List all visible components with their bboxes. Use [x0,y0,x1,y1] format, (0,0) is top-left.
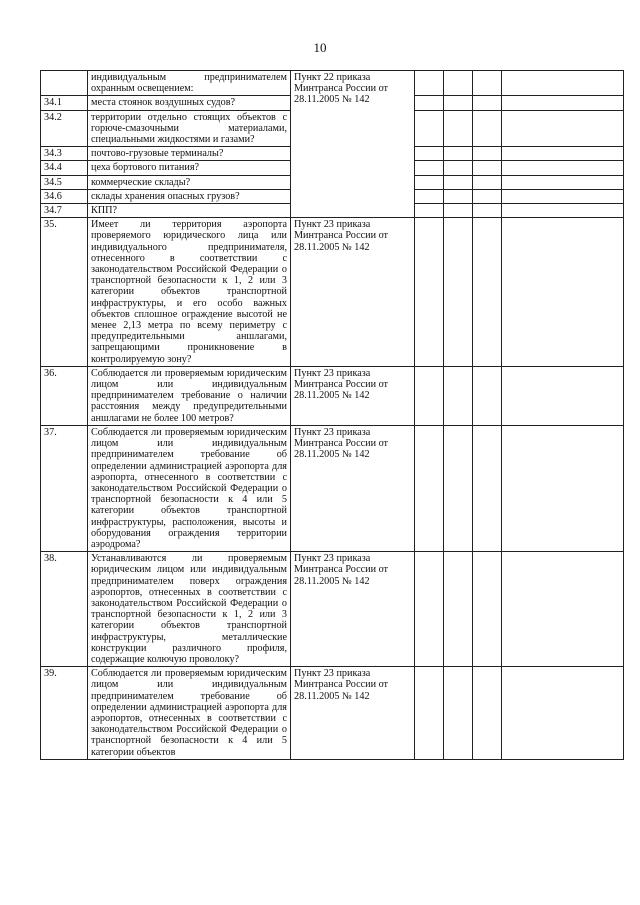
notes-cell[interactable] [502,667,624,760]
row-number: 34.7 [41,204,88,218]
row-question: Имеет ли территория аэропорта проверяемого юридического лица или индивидуального предпринимателя, отнесенного в соответствии с законодательством Российской Федерации о транспортной безопасности к 1, 2 или 3 категории объектов транспортной инфраструктуры, и его особо важных объектов сплошное ограждение высотой не менее 2,13 метра по всему периметру с предупредительными аншлагами, запрещающими проникновение в контролируемую зону? [88,218,291,367]
notes-cell[interactable] [502,204,624,218]
notes-cell[interactable] [502,175,624,189]
answer-cell-yes[interactable] [415,204,444,218]
answer-cell-no[interactable] [444,110,473,147]
answer-cell-no[interactable] [444,175,473,189]
table-row [41,667,624,760]
row-question: Соблюдается ли проверяемым юридическим лицом или индивидуальным предпринимателем требование о наличии расстояния между предупредительными аншлагами не более 100 метров? [88,366,291,425]
row-reference: Пункт 23 приказа Минтранса России от 28.11.2005 № 142 [291,366,415,425]
notes-cell[interactable] [502,110,624,147]
row-question: Соблюдается ли проверяемым юридическим лицом или индивидуальным предпринимателем требование об определении администрацией аэропорта для аэропортов, отнесенных в соответствии с законодательством Российской Федерации о транспортной безопасности к 4 или 5 категории объектов [88,667,291,760]
answer-cell-no[interactable] [444,218,473,367]
table-row [41,552,624,667]
table-row [41,71,624,96]
row-reference: Пункт 23 приказа Минтранса России от 28.11.2005 № 142 [291,218,415,367]
row-number: 35. [41,218,88,367]
answer-cell-na[interactable] [473,161,502,175]
row-number: 34.2 [41,110,88,147]
notes-cell[interactable] [502,189,624,203]
row-question: территории отдельно стоящих объектов с горюче-смазочными материалами, специальными жидкостями и газами? [88,110,291,147]
row-number: 36. [41,366,88,425]
answer-cell-no[interactable] [444,189,473,203]
answer-cell-yes[interactable] [415,218,444,367]
notes-cell[interactable] [502,96,624,110]
answer-cell-na[interactable] [473,96,502,110]
table-row [41,218,624,367]
answer-cell-na[interactable] [473,204,502,218]
table-row [41,425,624,551]
answer-cell-na[interactable] [473,189,502,203]
notes-cell[interactable] [502,71,624,96]
row-question: почтово-грузовые терминалы? [88,147,291,161]
notes-cell[interactable] [502,552,624,667]
row-question: Соблюдается ли проверяемым юридическим лицом или индивидуальным предпринимателем требование об определении администрацией аэропорта для аэропорта, отнесенного в соответствии с законодательством Российской Федерации о транспортной безопасности к 4 или 5 категории объектов транспортной инфраструктуры, расположения, высоты и оборудования ограждения территории аэродрома? [88,425,291,551]
row-question: склады хранения опасных грузов? [88,189,291,203]
row-reference: Пункт 23 приказа Минтранса России от 28.11.2005 № 142 [291,552,415,667]
answer-cell-na[interactable] [473,552,502,667]
answer-cell-na[interactable] [473,667,502,760]
row-number: 34.1 [41,96,88,110]
answer-cell-no[interactable] [444,425,473,551]
answer-cell-na[interactable] [473,425,502,551]
answer-cell-yes[interactable] [415,175,444,189]
answer-cell-no[interactable] [444,96,473,110]
table-row [41,366,624,425]
row-number: 34.5 [41,175,88,189]
row-question: КПП? [88,204,291,218]
notes-cell[interactable] [502,425,624,551]
answer-cell-yes[interactable] [415,96,444,110]
answer-cell-yes[interactable] [415,147,444,161]
row-reference: Пункт 23 приказа Минтранса России от 28.11.2005 № 142 [291,425,415,551]
answer-cell-na[interactable] [473,147,502,161]
row-question: коммерческие склады? [88,175,291,189]
notes-cell[interactable] [502,147,624,161]
answer-cell-yes[interactable] [415,552,444,667]
page-number: 10 [313,40,327,55]
row-number: 38. [41,552,88,667]
row-question: цеха бортового питания? [88,161,291,175]
answer-cell-no[interactable] [444,71,473,96]
row-reference: Пункт 23 приказа Минтранса России от 28.11.2005 № 142 [291,667,415,760]
answer-cell-no[interactable] [444,552,473,667]
answer-cell-na[interactable] [473,175,502,189]
answer-cell-yes[interactable] [415,425,444,551]
answer-cell-na[interactable] [473,218,502,367]
row-number [41,71,88,96]
answer-cell-yes[interactable] [415,110,444,147]
notes-cell[interactable] [502,161,624,175]
row-number: 34.6 [41,189,88,203]
row-number: 39. [41,667,88,760]
row-number: 34.3 [41,147,88,161]
answer-cell-na[interactable] [473,366,502,425]
answer-cell-no[interactable] [444,147,473,161]
answer-cell-na[interactable] [473,71,502,96]
row-question: Устанавливаются ли проверяемым юридическим лицом или индивидуальным предпринимателем поверх ограждения аэропортов, отнесенных в соответствии с законодательством Российской Федерации о транспортной безопасности к 1, 2 или 3 категории объектов транспортной инфраструктуры, металлические конструкции различного профиля, содержащие колючую проволоку? [88,552,291,667]
row-number: 34.4 [41,161,88,175]
answer-cell-no[interactable] [444,366,473,425]
answer-cell-no[interactable] [444,204,473,218]
row-question: места стоянок воздушных судов? [88,96,291,110]
notes-cell[interactable] [502,218,624,367]
row-number: 37. [41,425,88,551]
row-reference: Пункт 22 приказа Минтранса России от 28.11.2005 № 142 [291,71,415,218]
checklist-table [40,70,624,760]
answer-cell-no[interactable] [444,161,473,175]
answer-cell-yes[interactable] [415,667,444,760]
answer-cell-yes[interactable] [415,366,444,425]
notes-cell[interactable] [502,366,624,425]
answer-cell-yes[interactable] [415,161,444,175]
row-question: индивидуальным предпринимателем охранным освещением: [88,71,291,96]
answer-cell-na[interactable] [473,110,502,147]
answer-cell-yes[interactable] [415,189,444,203]
answer-cell-yes[interactable] [415,71,444,96]
answer-cell-no[interactable] [444,667,473,760]
